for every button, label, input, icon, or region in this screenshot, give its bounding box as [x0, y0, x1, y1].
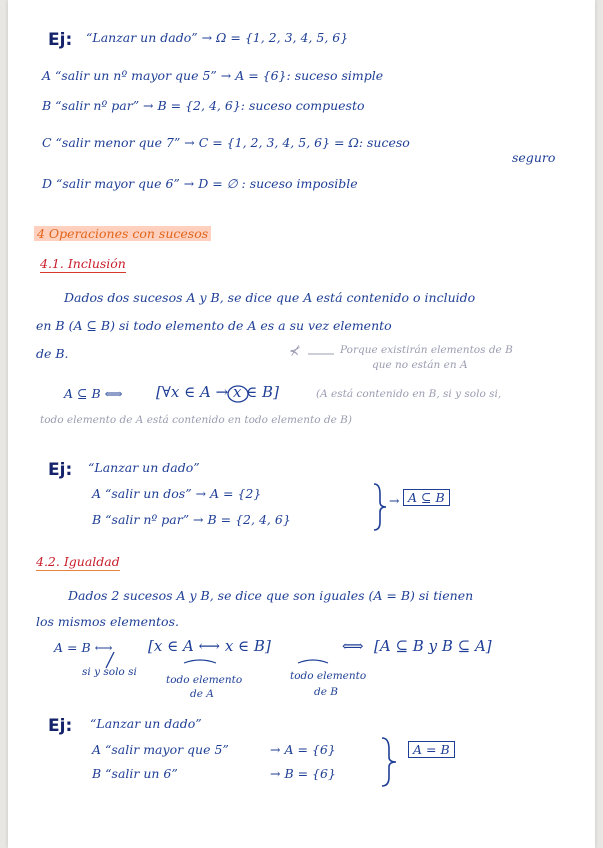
ex3-heading: “Lanzar un dado”: [90, 716, 202, 731]
s41-para-line-3: de B.: [36, 346, 69, 361]
brace-ex3: [382, 738, 396, 786]
subsection-4-2-title-text: 4.2. Igualdad: [36, 554, 120, 569]
notebook-page: [8, 0, 595, 848]
ex3-line-b: B “salir un 6”: [92, 766, 178, 781]
ex1-heading: “Lanzar un dado” → Ω = {1, 2, 3, 4, 5, 6}: [86, 30, 349, 45]
ex2-line-a: A “salir un dos” → A = {2}: [92, 486, 262, 501]
s41-formula-main: [∀x ∈ A → x ∈ B]: [156, 383, 279, 401]
ex1-line-b: B “salir nº par” → B = {2, 4, 6}: suceso compuesto: [42, 98, 365, 113]
subsection-4-1-title-text: 4.1. Inclusión: [40, 256, 126, 271]
section-4-title-text: 4 Operaciones con sucesos: [34, 226, 211, 241]
s42-para-line-2: los mismos elementos.: [36, 614, 179, 629]
s41-para-line-2: en B (A ⊆ B) si todo elemento de A es a su vez elemento: [36, 318, 392, 333]
s42-formula-lhs: A = B ⟷: [54, 640, 113, 655]
s41-formula-lhs: A ⊆ B ⟺: [64, 386, 123, 401]
s42-note-elemA-1: todo elemento: [166, 674, 243, 686]
ej-label-2: Ej:: [48, 460, 73, 480]
subsection-4-2-title: [36, 554, 120, 569]
ex2-line-b: B “salir nº par” → B = {2, 4, 6}: [92, 512, 291, 527]
underbrace-xA: [184, 660, 216, 663]
underbrace-xB: [298, 660, 328, 663]
ex3-line-b-set: → B = {6}: [270, 766, 336, 781]
ex1-line-a: A “salir un nº mayor que 5” → A = {6}: suceso simple: [42, 68, 384, 83]
ex3-result-box: A = B: [408, 741, 455, 758]
ex2-result-box: A ⊆ B: [403, 489, 450, 506]
brace-ex2: [374, 484, 386, 530]
s42-formula-rhs: [A ⊆ B y B ⊆ A]: [374, 637, 492, 655]
ex3-result: [408, 742, 455, 757]
s41-side-note-line-2: que no están en A: [372, 359, 468, 371]
ex1-line-c: C “salir menor que 7” → C = {1, 2, 3, 4, 5, 6} = Ω: suceso: [42, 135, 410, 150]
subsection-4-1-title: [40, 256, 126, 271]
ex2-heading: “Lanzar un dado”: [88, 460, 200, 475]
ex1-line-d: D “salir mayor que 6” → D = ∅ : suceso imposible: [42, 176, 358, 191]
section-4-title: [34, 226, 211, 241]
s41-para-line-1: Dados dos sucesos A y B, se dice que A está contenido o incluido: [64, 290, 476, 305]
ex3-line-a: A “salir mayor que 5”: [92, 742, 229, 757]
ex2-result: [403, 490, 450, 505]
s41-cross-mark: ⊀: [288, 344, 299, 359]
ej-label-3: Ej:: [48, 716, 73, 736]
ej-label-1: Ej:: [48, 30, 73, 50]
s41-side-note-line-1: Porque existirán elementos de B: [340, 344, 513, 356]
ex3-line-a-set: → A = {6}: [270, 742, 336, 757]
s42-note-elemB-1: todo elemento: [290, 670, 367, 682]
s42-note-elemB-2: de B: [314, 686, 338, 698]
s41-formula-note-line-2: todo elemento de A está contenido en todo elemento de B): [40, 414, 352, 426]
s42-note-siysolo: si y solo si: [82, 666, 137, 678]
s42-formula-equiv: ⟺: [342, 637, 364, 655]
s41-formula-note-line-1: (A está contenido en B, si y solo si,: [316, 388, 502, 400]
s42-formula-mid: [x ∈ A ⟷ x ∈ B]: [148, 637, 271, 655]
s42-note-elemA-2: de A: [190, 688, 214, 700]
ex2-result-arrow: →: [389, 493, 400, 508]
s42-para-line-1: Dados 2 sucesos A y B, se dice que son iguales (A = B) si tienen: [68, 588, 474, 603]
ex1-line-c-cont: seguro: [512, 150, 556, 165]
